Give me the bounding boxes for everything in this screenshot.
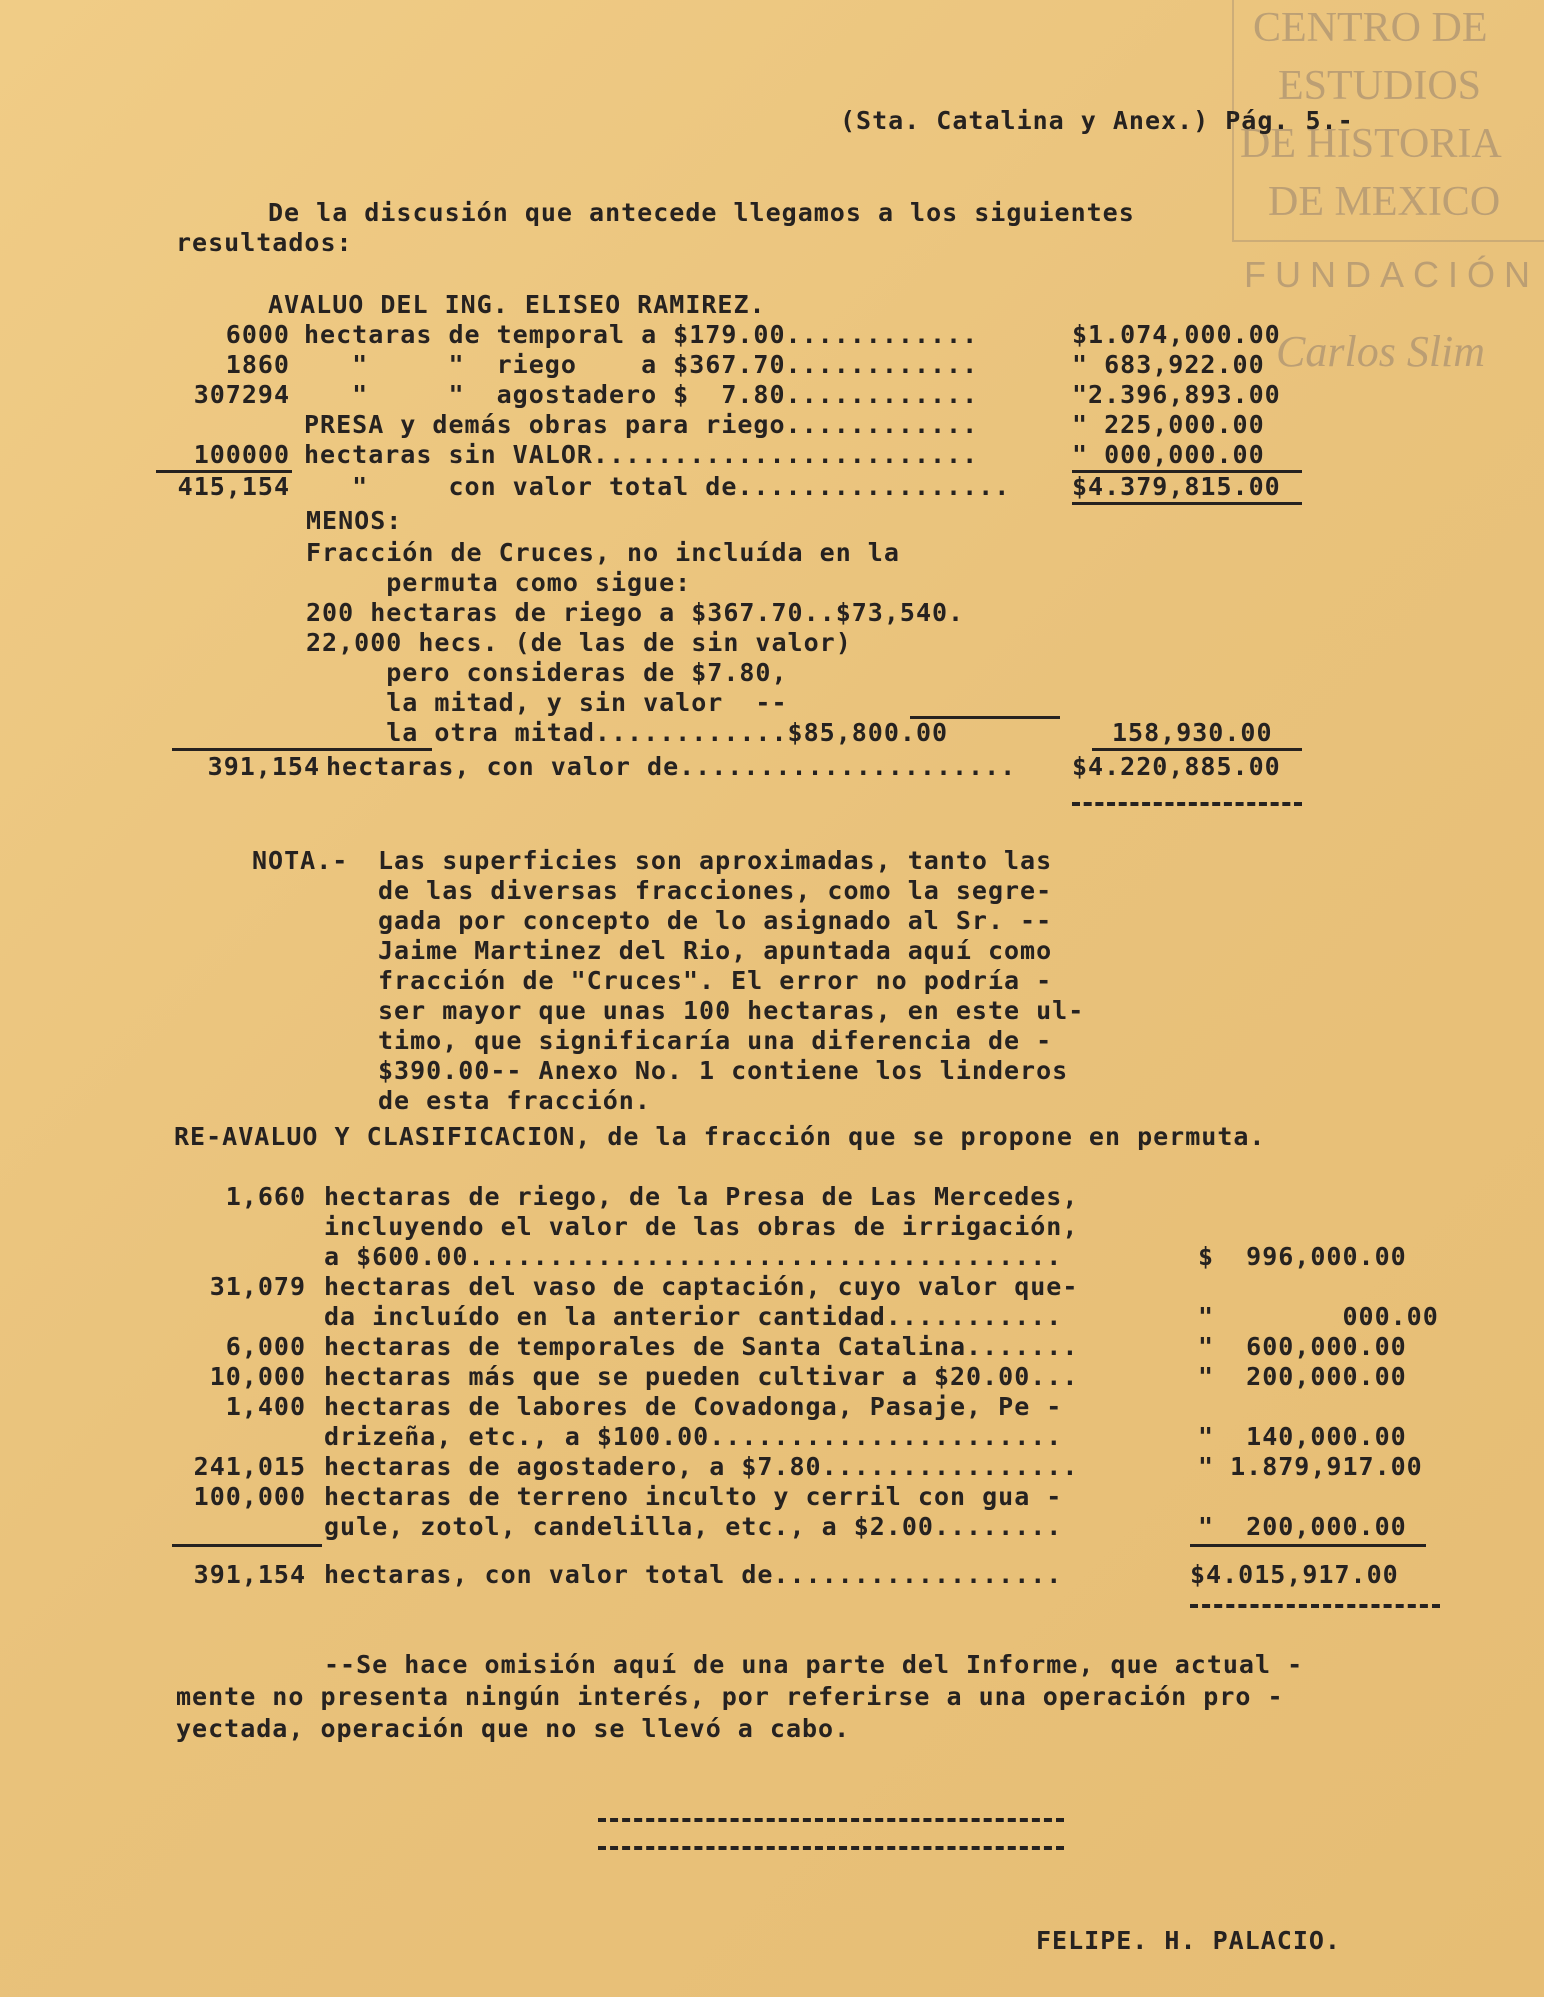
reavaluo-qty: 6,000 <box>225 1332 306 1361</box>
avaluo-desc: " " agostadero $ 7.80............ <box>304 380 979 409</box>
reavaluo-desc: hectaras de agostadero, a $7.80................ <box>324 1452 1079 1481</box>
nota-line: de las diversas fracciones, como la segre- <box>378 876 1053 905</box>
subtotal-rule <box>1190 1544 1426 1547</box>
reavaluo-total-amount: $4.015,917.00 <box>1190 1560 1399 1589</box>
menos-label: MENOS: <box>306 506 403 535</box>
menos-line: Fracción de Cruces, no incluída en la <box>306 538 900 567</box>
menos-line: la otra mitad............$85,800.00 <box>306 718 949 747</box>
reavaluo-amount: " 600,000.00 <box>1198 1332 1407 1361</box>
avaluo-desc: hectaras de temporal a $179.00............ <box>304 320 979 349</box>
avaluo-qty: 1860 <box>225 350 290 379</box>
avaluo-qty: 415,154 <box>177 472 290 501</box>
page-header: (Sta. Catalina y Anex.) Pág. 5.- <box>840 106 1354 135</box>
reavaluo-amount: " 200,000.00 <box>1198 1362 1407 1391</box>
reavaluo-total-qty: 391,154 <box>193 1560 306 1589</box>
reavaluo-desc: da incluído en la anterior cantidad........... <box>324 1302 1063 1331</box>
reavaluo-desc: hectaras de labores de Covadonga, Pasaje, Pe - <box>324 1392 1063 1421</box>
reavaluo-amount: " 140,000.00 <box>1198 1422 1407 1451</box>
avaluo-amount: $1.074,000.00 <box>1072 320 1281 349</box>
nota-line: timo, que significaría una diferencia de - <box>378 1026 1053 1055</box>
reavaluo-title: RE-AVALUO Y CLASIFICACION, de la fracción que se propone en permuta. <box>174 1122 1266 1151</box>
omision-line: --Se hace omisión aquí de una parte del Informe, que actual - <box>324 1650 1304 1679</box>
reavaluo-qty: 241,015 <box>193 1452 306 1481</box>
omision-line: yectada, operación que no se llevó a cabo. <box>176 1714 851 1743</box>
menos-line: pero consideras de $7.80, <box>306 658 788 687</box>
menos-rule <box>172 748 432 751</box>
menos-total: 158,930.00 <box>1112 718 1273 747</box>
reavaluo-qty: 1,660 <box>225 1182 306 1211</box>
avaluo-qty: 6000 <box>225 320 290 349</box>
subtotal-rule <box>172 1544 322 1547</box>
avaluo-amount: " 683,922.00 <box>1072 350 1265 379</box>
nota-line: fracción de "Cruces". El error no podría - <box>378 966 1053 995</box>
reavaluo-amount: $ 996,000.00 <box>1198 1242 1407 1271</box>
reavaluo-desc: hectaras de temporales de Santa Catalina....... <box>324 1332 1079 1361</box>
reavaluo-amount: " 000.00 <box>1198 1302 1439 1331</box>
intro-line: De la discusión que antecede llegamos a los siguientes <box>268 198 1135 227</box>
watermark-fundacion: FUNDACIÓN <box>1244 254 1539 295</box>
reavaluo-qty: 100,000 <box>193 1482 306 1511</box>
avaluo-amount: " 000,000.00 <box>1072 440 1265 469</box>
watermark-line: DE HISTORIA <box>1240 121 1502 167</box>
reavaluo-amount: " 200,000.00 <box>1198 1512 1407 1541</box>
menos-rule <box>1092 748 1302 751</box>
watermark-line: CENTRO DE <box>1253 5 1488 51</box>
avaluo-qty: 100000 <box>193 440 290 469</box>
menos-line: permuta como sigue: <box>306 568 692 597</box>
final-desc: hectaras, con valor de..................... <box>326 752 1017 781</box>
nota-label: NOTA.- <box>252 846 349 875</box>
intro-line: resultados: <box>176 228 353 257</box>
menos-rule <box>910 716 1060 719</box>
closing-rule <box>598 1818 1064 1822</box>
reavaluo-desc: incluyendo el valor de las obras de irrigación, <box>324 1212 1079 1241</box>
reavaluo-qty: 31,079 <box>209 1272 306 1301</box>
double-rule <box>1190 1604 1440 1608</box>
reavaluo-amount: " 1.879,917.00 <box>1198 1452 1423 1481</box>
double-rule <box>1072 802 1302 806</box>
signature: FELIPE. H. PALACIO. <box>1036 1926 1341 1955</box>
nota-line: de esta fracción. <box>378 1086 651 1115</box>
reavaluo-desc: drizeña, etc., a $100.00...................... <box>324 1422 1063 1451</box>
reavaluo-qty: 10,000 <box>209 1362 306 1391</box>
reavaluo-desc: a $600.00..................................... <box>324 1242 1063 1271</box>
reavaluo-desc: hectaras del vaso de captación, cuyo valor que- <box>324 1272 1079 1301</box>
nota-line: Jaime Martinez del Rio, apuntada aquí como <box>378 936 1053 965</box>
avaluo-amount: " 225,000.00 <box>1072 410 1265 439</box>
omision-line: mente no presenta ningún interés, por referirse a una operación pro - <box>176 1682 1284 1711</box>
watermark-line: ESTUDIOS <box>1278 63 1482 109</box>
avaluo-amount: "2.396,893.00 <box>1072 380 1281 409</box>
reavaluo-desc: hectaras más que se pueden cultivar a $20.00... <box>324 1362 1079 1391</box>
avaluo-desc: " con valor total de................. <box>304 472 1011 501</box>
avaluo-amount: $4.379,815.00 <box>1072 472 1281 501</box>
watermark-line: DE MEXICO <box>1268 179 1501 225</box>
reavaluo-desc: hectaras de riego, de la Presa de Las Mercedes, <box>324 1182 1079 1211</box>
avaluo-qty: 307294 <box>193 380 290 409</box>
nota-line: gada por concepto de lo asignado al Sr. -- <box>378 906 1053 935</box>
final-qty: 391,154 <box>207 752 320 781</box>
reavaluo-desc: gule, zotol, candelilla, etc., a $2.00........ <box>324 1512 1063 1541</box>
reavaluo-total-desc: hectaras, con valor total de.................. <box>324 1560 1063 1589</box>
total-rule <box>1072 502 1302 505</box>
avaluo-desc: PRESA y demás obras para riego............ <box>304 410 979 439</box>
watermark-signature: Carlos Slim <box>1276 327 1486 376</box>
final-amount: $4.220,885.00 <box>1072 752 1281 781</box>
closing-rule <box>598 1846 1064 1850</box>
nota-line: ser mayor que unas 100 hectaras, en este ul- <box>378 996 1085 1025</box>
menos-line: la mitad, y sin valor -- <box>306 688 788 717</box>
avaluo-desc: " " riego a $367.70............ <box>304 350 979 379</box>
menos-line: 200 hectaras de riego a $367.70..$73,540. <box>306 598 965 627</box>
reavaluo-qty: 1,400 <box>225 1392 306 1421</box>
avaluo-title: AVALUO DEL ING. ELISEO RAMIREZ. <box>268 290 766 319</box>
nota-line: $390.00-- Anexo No. 1 contiene los linderos <box>378 1056 1069 1085</box>
avaluo-desc: hectaras sin VALOR........................ <box>304 440 979 469</box>
nota-line: Las superficies son aproximadas, tanto las <box>378 846 1053 875</box>
reavaluo-desc: hectaras de terreno inculto y cerril con gua - <box>324 1482 1063 1511</box>
menos-line: 22,000 hecs. (de las de sin valor) <box>306 628 852 657</box>
